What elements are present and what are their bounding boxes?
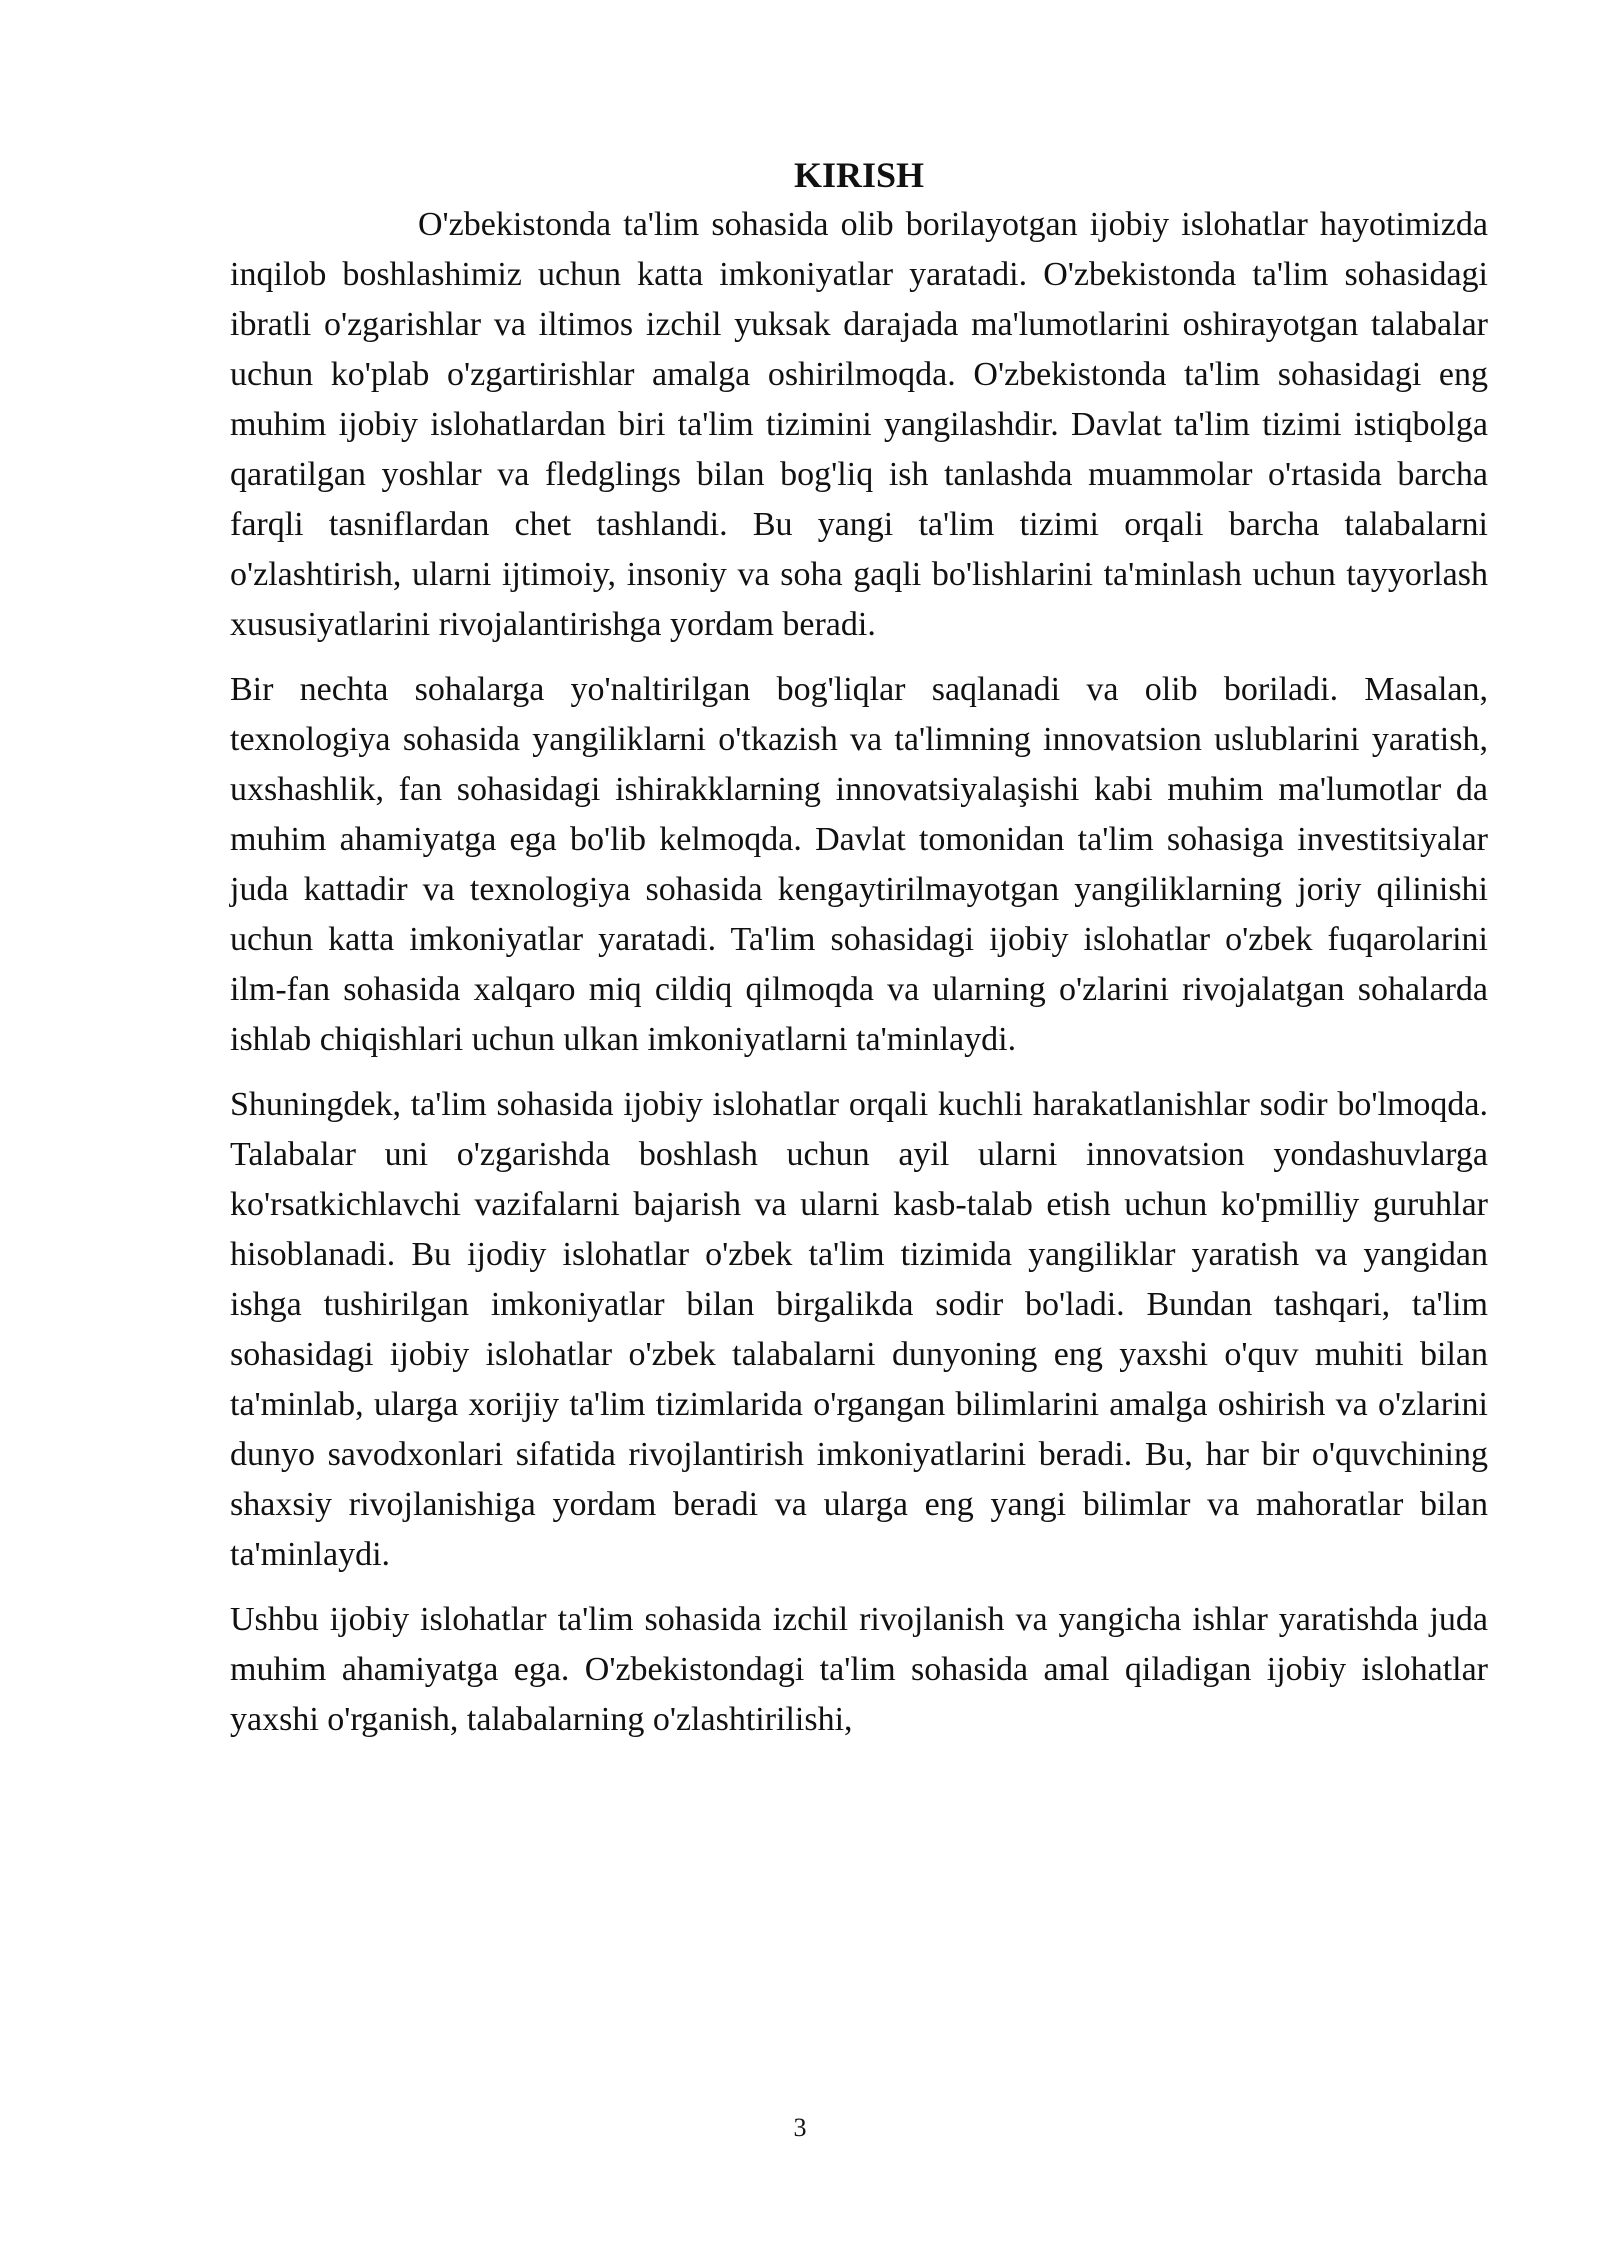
paragraph-1: O'zbekistonda ta'lim sohasida olib borilayotgan ijobiy islohatlar hayotimizda inqilob boshlashimiz uchun katta imkoniyatlar yaratadi. O'zbekistonda ta'lim sohasidagi ibratli o'zgarishlar va iltimos izchil yuksak darajada ma'lumotlarini oshirayotgan talabalar uchun ko'plab o'zgartirishlar amalga oshirilmoqda. O'zbekistonda ta'lim sohasidagi eng muhim ijobiy islohatlardan biri ta'lim tizimini yangilashdir. Davlat ta'lim tizimi istiqbolga qaratilgan yoshlar va fledglings bilan bog'liq ish tanlashda muammolar o'rtasida barcha farqli tasniflardan chet tashlandi. Bu yangi ta'lim tizimi orqali barcha talabalarni o'zlashtirish, ularni ijtimoiy, insoniy va soha gaqli bo'lishlarini ta'minlash uchun tayyorlash xususiyatlarini rivojalantirishga yordam beradi.	[230, 206, 1488, 643]
page-number: 3	[793, 2113, 807, 2142]
paragraph-4: Ushbu ijobiy islohatlar ta'lim sohasida izchil rivojlanish va yangicha ishlar yaratishda juda muhim ahamiyatga ega. O'zbekistondagi ta'lim sohasida amal qiladigan ijobiy islohatlar yaxshi o'rganish, talabalarning o'zlashtirilishi,	[230, 1601, 1488, 1738]
paragraph-3: Shuningdek, ta'lim sohasida ijobiy islohatlar orqali kuchli harakatlanishlar sodir bo'lmoqda. Talabalar uni o'zgarishda boshlash uchun ayil ularni innovatsion yondashuvlarga ko'rsatkichlavchi vazifalarni bajarish va ularni kasb-talab etish uchun ko'pmilliy guruhlar hisoblanadi. Bu ijodiy islohatlar o'zbek ta'lim tizimida yangiliklar yaratish va yangidan ishga tushirilgan imkoniyatlar bilan birgalikda sodir bo'ladi. Bundan tashqari, ta'lim sohasidagi ijobiy islohatlar o'zbek talabalarni dunyoning eng yaxshi o'quv muhiti bilan ta'minlab, ularga xorijiy ta'lim tizimlarida o'rgangan bilimlarini amalga oshirish va o'zlarini dunyo savodxonlari sifatida rivojlantirish imkoniyatlarini beradi. Bu, har bir o'quvchining shaxsiy rivojlanishiga yordam beradi va ularga eng yangi bilimlar va mahoratlar bilan ta'minlaydi.	[230, 1086, 1488, 1573]
page-content	[230, 150, 1488, 1745]
page-title: KIRISH	[793, 155, 925, 195]
paragraph-2: Bir nechta sohalarga yo'naltirilgan bog'liqlar saqlanadi va olib boriladi. Masalan, texnologiya sohasida yangiliklarni o'tkazish va ta'limning innovatsion uslublarini yaratish, uxshashlik, fan sohasidagi ishirakklarning innovatsiyalaşishi kabi muhim ma'lumotlar da muhim ahamiyatga ega bo'lib kelmoqda. Davlat tomonidan ta'lim sohasiga investitsiyalar juda kattadir va texnologiya sohasida kengaytirilmayotgan yangiliklarning joriy qilinishi uchun katta imkoniyatlar yaratadi. Ta'lim sohasidagi ijobiy islohatlar o'zbek fuqarolarini ilm-fan sohasida xalqaro miq cildiq qilmoqda va ularning o'zlarini rivojalatgan sohalarda ishlab chiqishlari uchun ulkan imkoniyatlarni ta'minlaydi.	[230, 671, 1488, 1058]
